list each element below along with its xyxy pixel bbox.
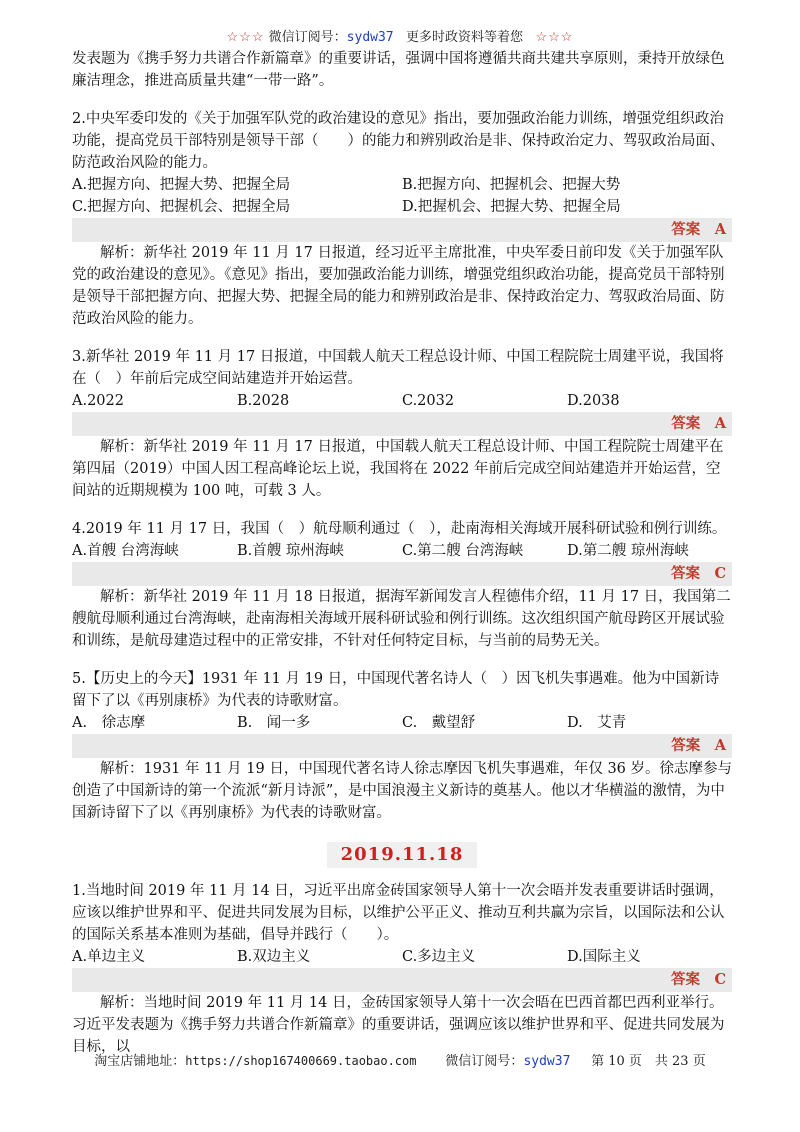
analysis-text: 解析：新华社 2019 年 11 月 17 日报道，中国载人航天工程总设计师、中国工程院院士周建平在第四届（2019）中国人因工程高峰论坛上说，我国将在 2022 年前后完成空间站建造并开始运营，空间站的近期规模为 100 吨，可载 3 人。: [72, 439, 724, 499]
stars-decoration: ☆☆☆: [535, 30, 574, 45]
options-row: [72, 712, 732, 734]
options-row: [72, 196, 732, 218]
header-slogan: 更多时政资料等着您: [406, 30, 524, 45]
section-date: 2019.11.18: [327, 842, 478, 868]
option: A.2022: [72, 393, 124, 409]
option: B.把握方向、把握机会、把握大势: [402, 177, 621, 193]
intro-text: 发表题为《携手努力共谱合作新篇章》的重要讲话，强调中国将遵循共商共建共享原则，秉持开放绿色廉洁理念，推进高质量共建“一带一路”。: [72, 51, 725, 89]
option: C.2032: [402, 393, 455, 409]
question-stem: 3.新华社 2019 年 11 月 17 日报道，中国载人航天工程总设计师、中国工程院院士周建平说，我国将在（ ）年前后完成空间站建造并开始运营。: [72, 349, 724, 387]
question-stem: 2.中央军委印发的《关于加强军队党的政治建设的意见》指出，要加强政治能力训练，增强党组织政治功能，提高党员干部特别是领导干部（ ）的能力和辨别政治是非、保持政治定力、驾驭政治局面、防范政治风险的能力。: [72, 111, 725, 171]
analysis-text: 解析：1931 年 11 月 19 日，中国现代著名诗人徐志摩因飞机失事遇难，年仅 36 岁。徐志摩参与创造了中国新诗的第一个流派“新月诗派”，是中国浪漫主义新诗的奠基人。他以才华横溢的激情，为中国新诗留下了以《再别康桥》为代表的诗歌财富。: [72, 761, 733, 821]
option: B. 闻一多: [237, 715, 311, 731]
header-account: sydw37: [346, 30, 394, 45]
page-number: 第 10 页 共 23 页: [591, 1054, 706, 1069]
question-block: [72, 518, 732, 652]
answer-bar: 答案 A: [72, 412, 732, 436]
question-stem: 4.2019 年 11 月 17 日，我国（ ）航母顺利通过（ ），赴南海相关海域开展科研试验和例行训练。: [72, 521, 727, 537]
options-row: [72, 540, 732, 562]
answer-bar: 答案 C: [72, 562, 732, 586]
analysis-text: 解析：当地时间 2019 年 11 月 14 日，金砖国家领导人第十一次会晤在巴西首都巴西利亚举行。习近平发表题为《携手努力共谱合作新篇章》的重要讲话，强调应该以维护世界和平、促进共同发展为目标，以: [72, 995, 725, 1055]
wx-label: 微信订阅号：: [445, 1054, 524, 1069]
options-row: [72, 390, 732, 412]
option: C. 戴望舒: [402, 715, 476, 731]
option: A.单边主义: [72, 949, 146, 965]
answer-bar: 答案 A: [72, 218, 732, 242]
option: A. 徐志摩: [72, 715, 146, 731]
option: A.把握方向、把握大势、把握全局: [72, 177, 291, 193]
option: D.把握机会、把握大势、把握全局: [402, 199, 621, 215]
option: C.多边主义: [402, 949, 476, 965]
shop-label: 淘宝店铺地址：: [94, 1054, 186, 1069]
option: B.双边主义: [237, 949, 311, 965]
options-row: [72, 946, 732, 968]
question-block: [72, 880, 732, 1058]
document-body: [72, 48, 732, 1058]
option: C.第二艘 台湾海峡: [402, 543, 524, 559]
option: D.国际主义: [567, 949, 641, 965]
wx-account: sydw37: [523, 1054, 571, 1069]
question-block: [72, 346, 732, 502]
option: C.把握方向、把握机会、把握全局: [72, 199, 291, 215]
question-block: [72, 668, 732, 824]
question-stem: 5.【历史上的今天】1931 年 11 月 19 日，中国现代著名诗人（ ）因飞机失事遇难。他为中国新诗留下了以《再别康桥》为代表的诗歌财富。: [72, 671, 720, 709]
question-stem: 1.当地时间 2019 年 11 月 14 日，习近平出席金砖国家领导人第十一次会晤并发表重要讲话时强调，应该以维护世界和平、促进共同发展为目标，以维护公平正义、推动互利共赢为宗旨，以国际法和公认的国际关系基本准则为基础，倡导并践行（ ）。: [72, 883, 725, 943]
option: D.2038: [567, 393, 620, 409]
options-row: [72, 174, 732, 196]
analysis-text: 解析：新华社 2019 年 11 月 18 日报道，据海军新闻发言人程德伟介绍，11 月 17 日，我国第二艘航母顺利通过台湾海峡，赴南海相关海域开展科研试验和例行训练。这次组织国产航母跨区开展试验和训练，是航母建造过程中的正常安排，不针对任何特定目标，与当前的局势无关。: [72, 589, 731, 649]
page-header: [0, 26, 800, 45]
question-block: [72, 108, 732, 330]
shop-url: https://shop167400669.taobao.com: [185, 1054, 417, 1068]
header-prefix: 微信订阅号：: [268, 30, 347, 45]
option: D.第二艘 琼州海峡: [567, 543, 689, 559]
answer-bar: 答案 A: [72, 734, 732, 758]
stars-decoration: ☆☆☆: [226, 30, 265, 45]
section-date-wrap: [72, 842, 732, 868]
option: B.首艘 琼州海峡: [237, 543, 344, 559]
answer-bar: 答案 C: [72, 968, 732, 992]
option: A.首艘 台湾海峡: [72, 543, 179, 559]
analysis-text: 解析：新华社 2019 年 11 月 17 日报道，经习近平主席批准，中央军委日前印发《关于加强军队党的政治建设的意见》。《意见》指出，要加强政治能力训练，增强党组织政治功能，提高党员干部特别是领导干部把握方向、把握大势、把握全局的能力和辨别政治是非、保持政治定力、驾驭政治局面、防范政治风险的能力。: [72, 245, 725, 327]
page-footer: [0, 1050, 800, 1069]
option: B.2028: [237, 393, 290, 409]
option: D. 艾青: [567, 715, 627, 731]
